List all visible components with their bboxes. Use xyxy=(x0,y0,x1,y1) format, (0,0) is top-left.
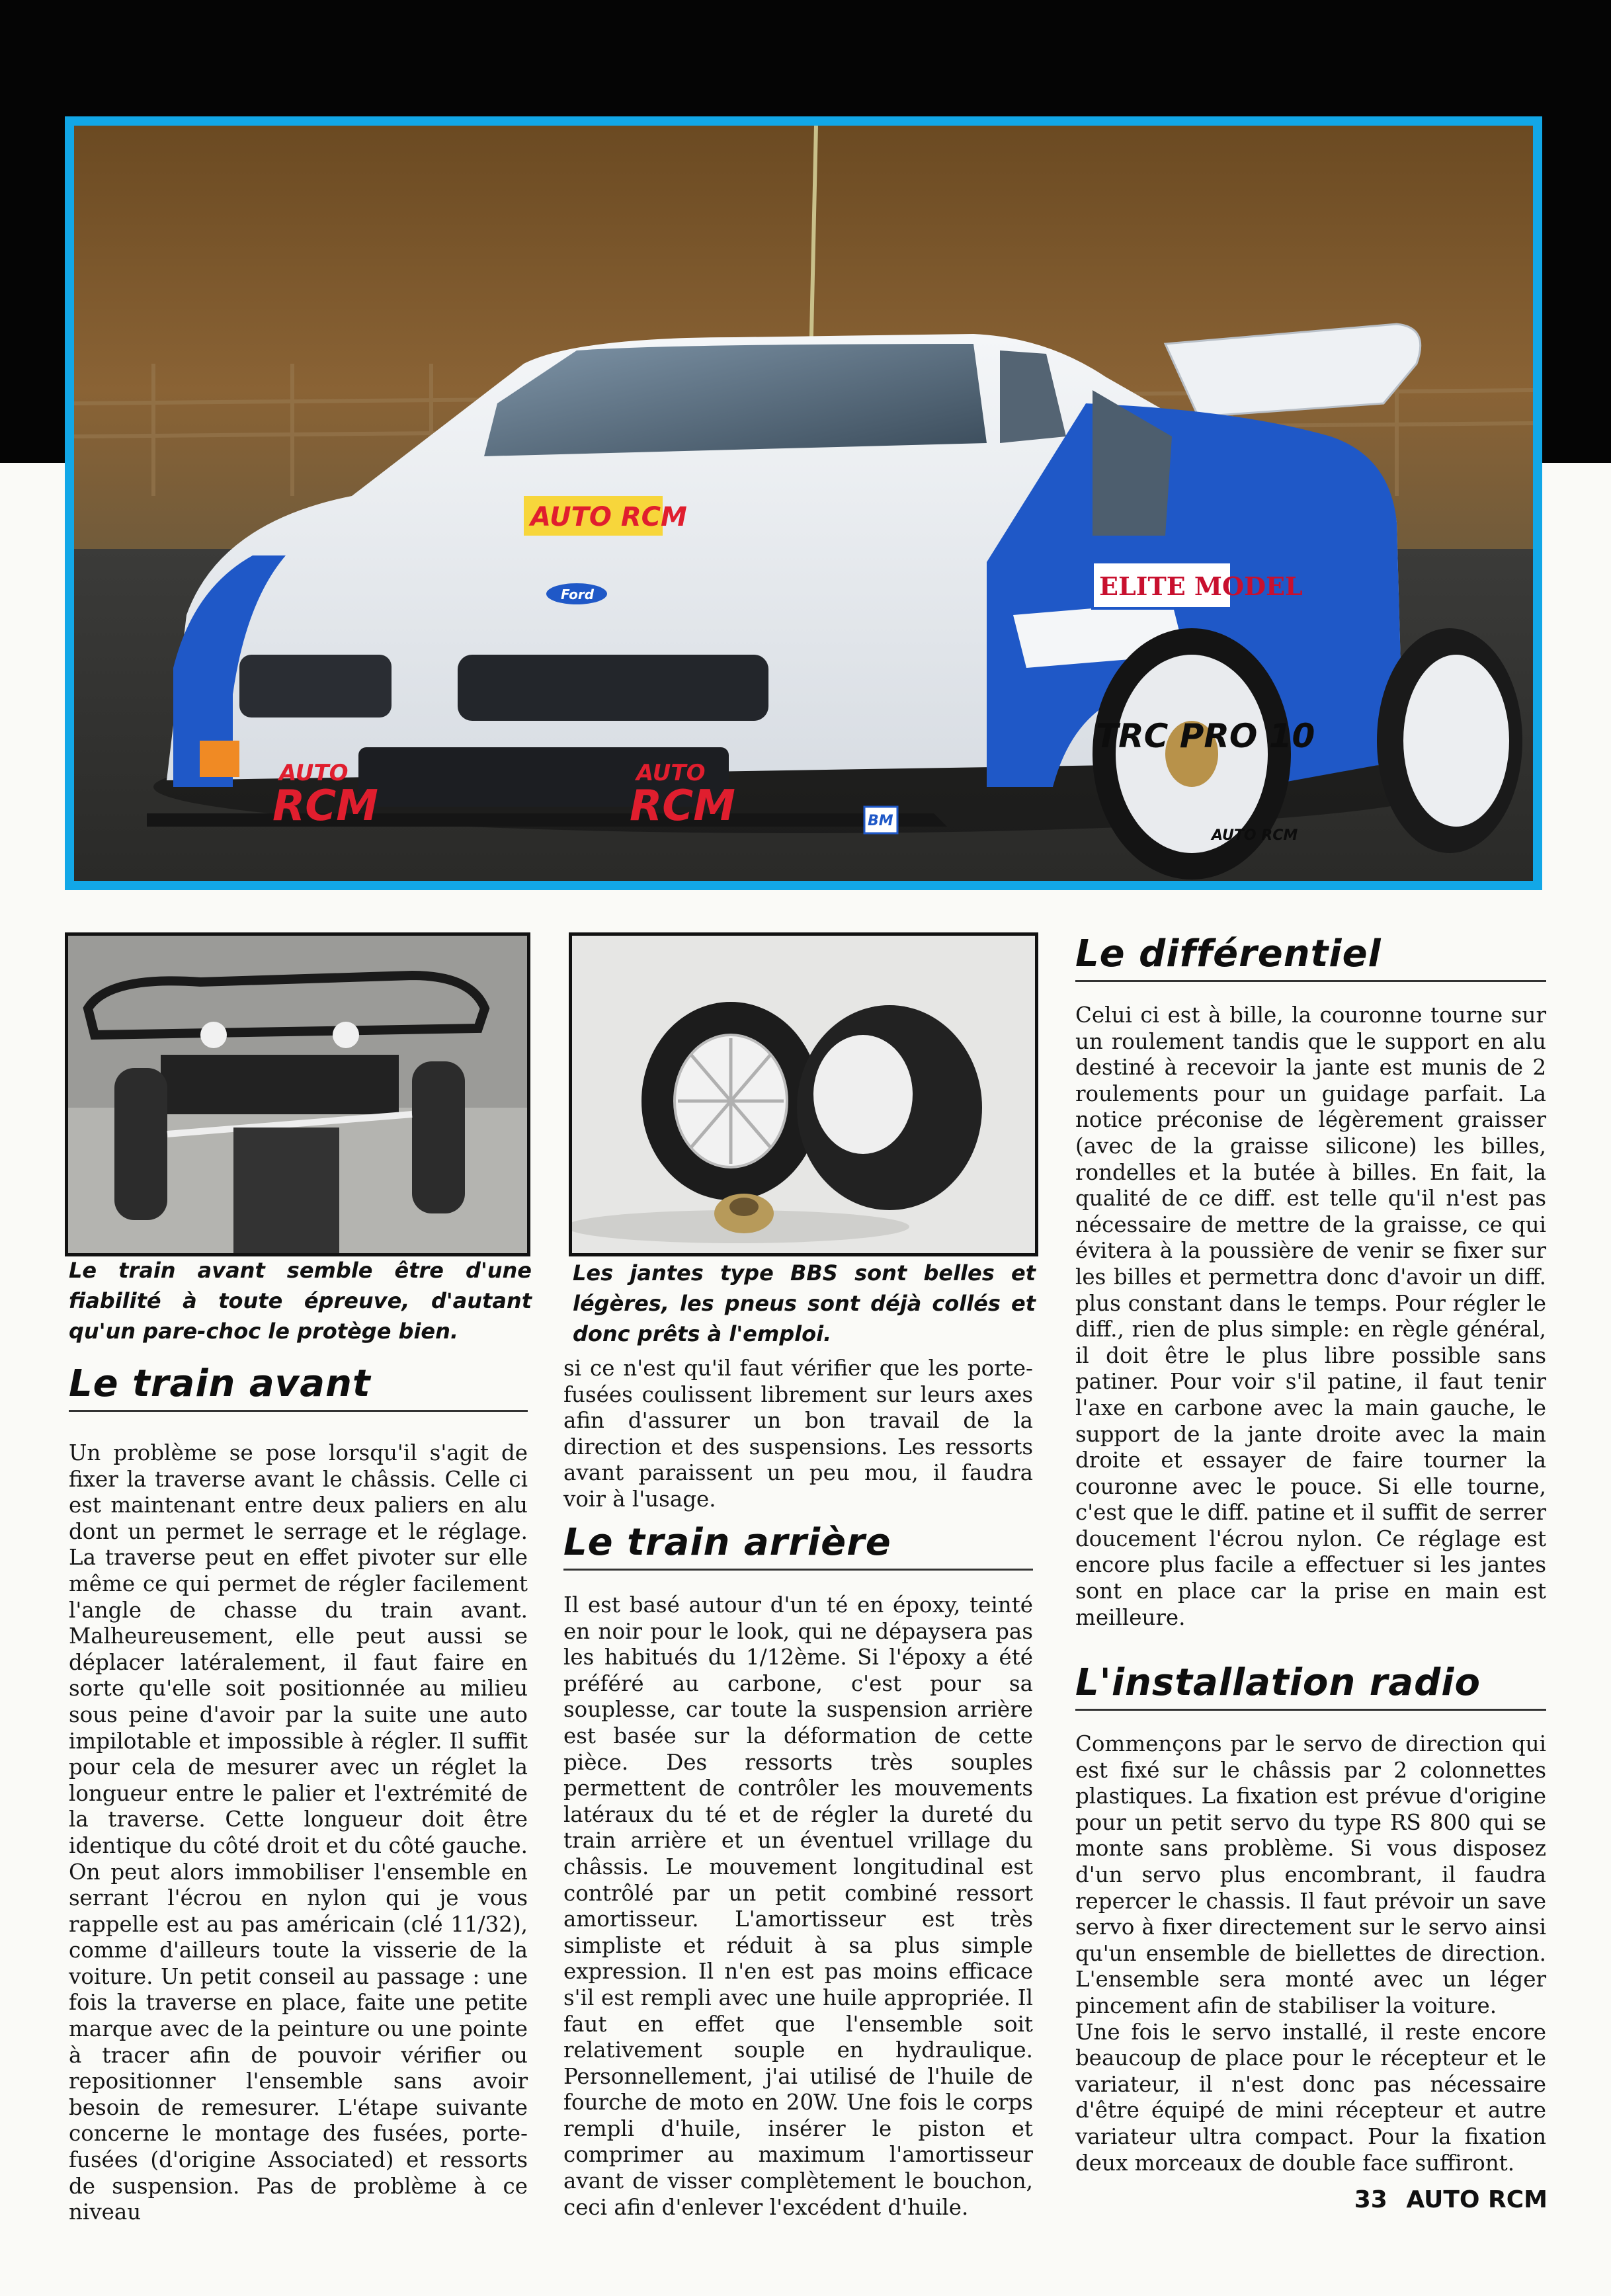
hero-car-photo xyxy=(74,126,1533,881)
front-train-photo xyxy=(68,936,527,1253)
column-middle-top xyxy=(563,1356,1033,1513)
page-footer xyxy=(1344,2186,1548,2213)
text-installation-radio: Commençons par le servo de direction qui est fixé sur le châssis par 2 colonnettes plastiques. La fixation est prévue d'origine pour un petit servo du type RS 800 qui se monte sans problème. Si vous disposez d'un servo plus encombrant, il faudra repercer le chassis. Il faut prévoir un save servo à fixer directement sur le servo ainsi qu'un ensemble de biellettes de direction. L'ensemble sera monté avec un léger pincement afin de stabiliser la voiture. xyxy=(1075,1731,1546,2018)
column-left xyxy=(69,1440,528,2226)
heading-train-arriere: Le train arrière xyxy=(563,1520,1033,1571)
hero-photo-frame xyxy=(65,116,1542,890)
magazine-name: AUTO RCM xyxy=(1406,2186,1548,2213)
heading-installation-radio: L'installation radio xyxy=(1075,1660,1546,1711)
column-middle xyxy=(563,1592,1033,2221)
decal-auto-rcm-hood: AUTO RCM xyxy=(530,502,687,532)
decal-auto-left: AUTO xyxy=(279,760,349,786)
column-right-top xyxy=(1075,1003,1546,1631)
front-train-photo-frame xyxy=(65,932,530,1256)
decal-elite-model: ELITE MODEL xyxy=(1099,571,1303,601)
text-differentiel: Celui ci est à bille, la couronne tourne sur un roulement tandis que le support en alu destiné à recevoir la jante est munis de 2 roulements pour un guidage parfait. La notice préconise de légèrement graisser (avec de la graisse silicone) les billes, rondelles et la butée à billes. En fait, la qualité de ce diff. est telle qu'il n'est pas nécessaire de mettre de la graisse, ce qui évitera à la poussière de venir se fixer sur les billes et permettra donc d'avoir un diff. plus constant dans le temps. Pour régler le diff., rien de plus simple: en règle général, il doit être le plus libre possible sans patiner. Pour voir s'il patine, il faut tenir l'axe en carbone avec la main gauche, le support de la jante droite avec la main droite et essayer de faire tourner la couronne avec le pouce. Si elle tourne, c'est que le diff. patine et il suffit de serrer doucement l'écrou nylon. Ce réglage est encore plus facile a effectuer si les jantes sont en place car la prise en main est meilleure. xyxy=(1075,1003,1546,1630)
decal-rcm-right: RCM xyxy=(630,782,735,831)
page-number: 33 xyxy=(1354,2186,1387,2213)
caption-front-train: Le train avant semble être d'une fiabilité à toute épreuve, d'autant qu'un pare-choc le protège bien. xyxy=(69,1258,532,1344)
caption-wheels: Les jantes type BBS sont belles et légères, les pneus sont déjà collés et donc prêts à l'emploi. xyxy=(573,1260,1036,1346)
heading-differentiel: Le différentiel xyxy=(1075,931,1546,982)
decal-trc-pro: TRC PRO 10 xyxy=(1096,717,1315,755)
decal-auto-right: AUTO xyxy=(636,760,706,786)
wheels-photo-frame xyxy=(569,932,1038,1256)
wheels-photo xyxy=(572,936,1035,1253)
text-train-avant-suite: si ce n'est qu'il faut vérifier que les porte-fusées coulissent librement sur leurs axes afin d'assurer un bon travail de la direction et des suspensions. Les ressorts avant paraissent un peu mou, il faudra voir à l'usage. xyxy=(563,1356,1033,1512)
rear-right-wheel xyxy=(1377,628,1522,853)
text-train-arriere: Il est basé autour d'un té en époxy, teinté en noir pour le look, qui ne dépaysera pas les habitués du 1/12ème. Si l'époxy a été préféré au carbone, c'est pour sa souplesse, car toute la suspension arrière est basée sur la déformation de cette pièce. Des ressorts très souples permettent de contrôler les mouvements latéraux du té et de régler la dureté du train arrière et un éventuel vrillage du châssis. Le mouvement longitudinal est contrôlé par un petit combiné ressort amortisseur. L'amortisseur est très simpliste et réduit à sa plus simple expression. Il n'en est pas moins efficace s'il est rempli avec une huile appropriée. Il faut en effet que l'ensemble soit relativement souple en hydraulique. Personnellement, j'ai utilisé de l'huile de fourche de moto en 20W. Une fois le corps rempli d'huile, insérer le piston et comprimer au maximum l'amortisseur avant de visser complètement le bouchon, ceci afin d'enlever l'excédent d'huile. xyxy=(563,1592,1033,2220)
decal-bm: BM xyxy=(868,813,893,829)
bbs-spokes xyxy=(678,1038,784,1164)
text-installation-radio-2: Une fois le servo installé, il reste encore beaucoup de place pour le récepteur et le variateur, il n'est donc pas nécessaire d'être équipé de mini récepteur et autre variateur ultra compact. Pour la fixation deux morceaux de double face suffiront. xyxy=(1075,2019,1546,2176)
decal-rcm-left: RCM xyxy=(272,782,378,831)
text-train-avant: Un problème se pose lorsqu'il s'agit de fixer la traverse avant le châssis. Celle ci est maintenant entre deux paliers en alu dont un permet le serrage et le réglage. La traverse peut en effet pivoter sur elle même ce qui permet de régler facilement l'angle de chasse du train avant. Malheureusement, elle peut aussi se déplacer latéralement, il faut faire en sorte qu'elle soit positionnée au milieu sous peine d'avoir par la suite une auto impilotable et impossible à régler. Il suffit pour cela de mesurer avec un réglet la longueur entre le palier et l'extrémité de la traverse. Cette longueur doit être identique du côté droit et du côté gauche. On peut alors immobiliser l'ensemble en serrant l'écrou en nylon qui je vous rappelle est au pas américain (clé 11/32), comme d'ailleurs toute la visserie de la voiture. Un petit conseil au passage : une fois la traverse en place, faite une petite marque avec de la peinture ou une pointe à tracer afin de pouvoir vérifier ou repositionner l'ensemble sans avoir besoin de remesurer. L'étape suivante concerne le montage des fusées, porte-fusées (d'origine Associated) et ressorts de suspension. Pas de problème à ce niveau xyxy=(69,1440,528,2225)
column-right-bottom xyxy=(1075,1731,1546,2176)
decal-small-auto-rcm: AUTO RCM xyxy=(1212,827,1298,844)
decal-ford: Ford xyxy=(561,587,595,602)
heading-train-avant: Le train avant xyxy=(69,1361,528,1412)
